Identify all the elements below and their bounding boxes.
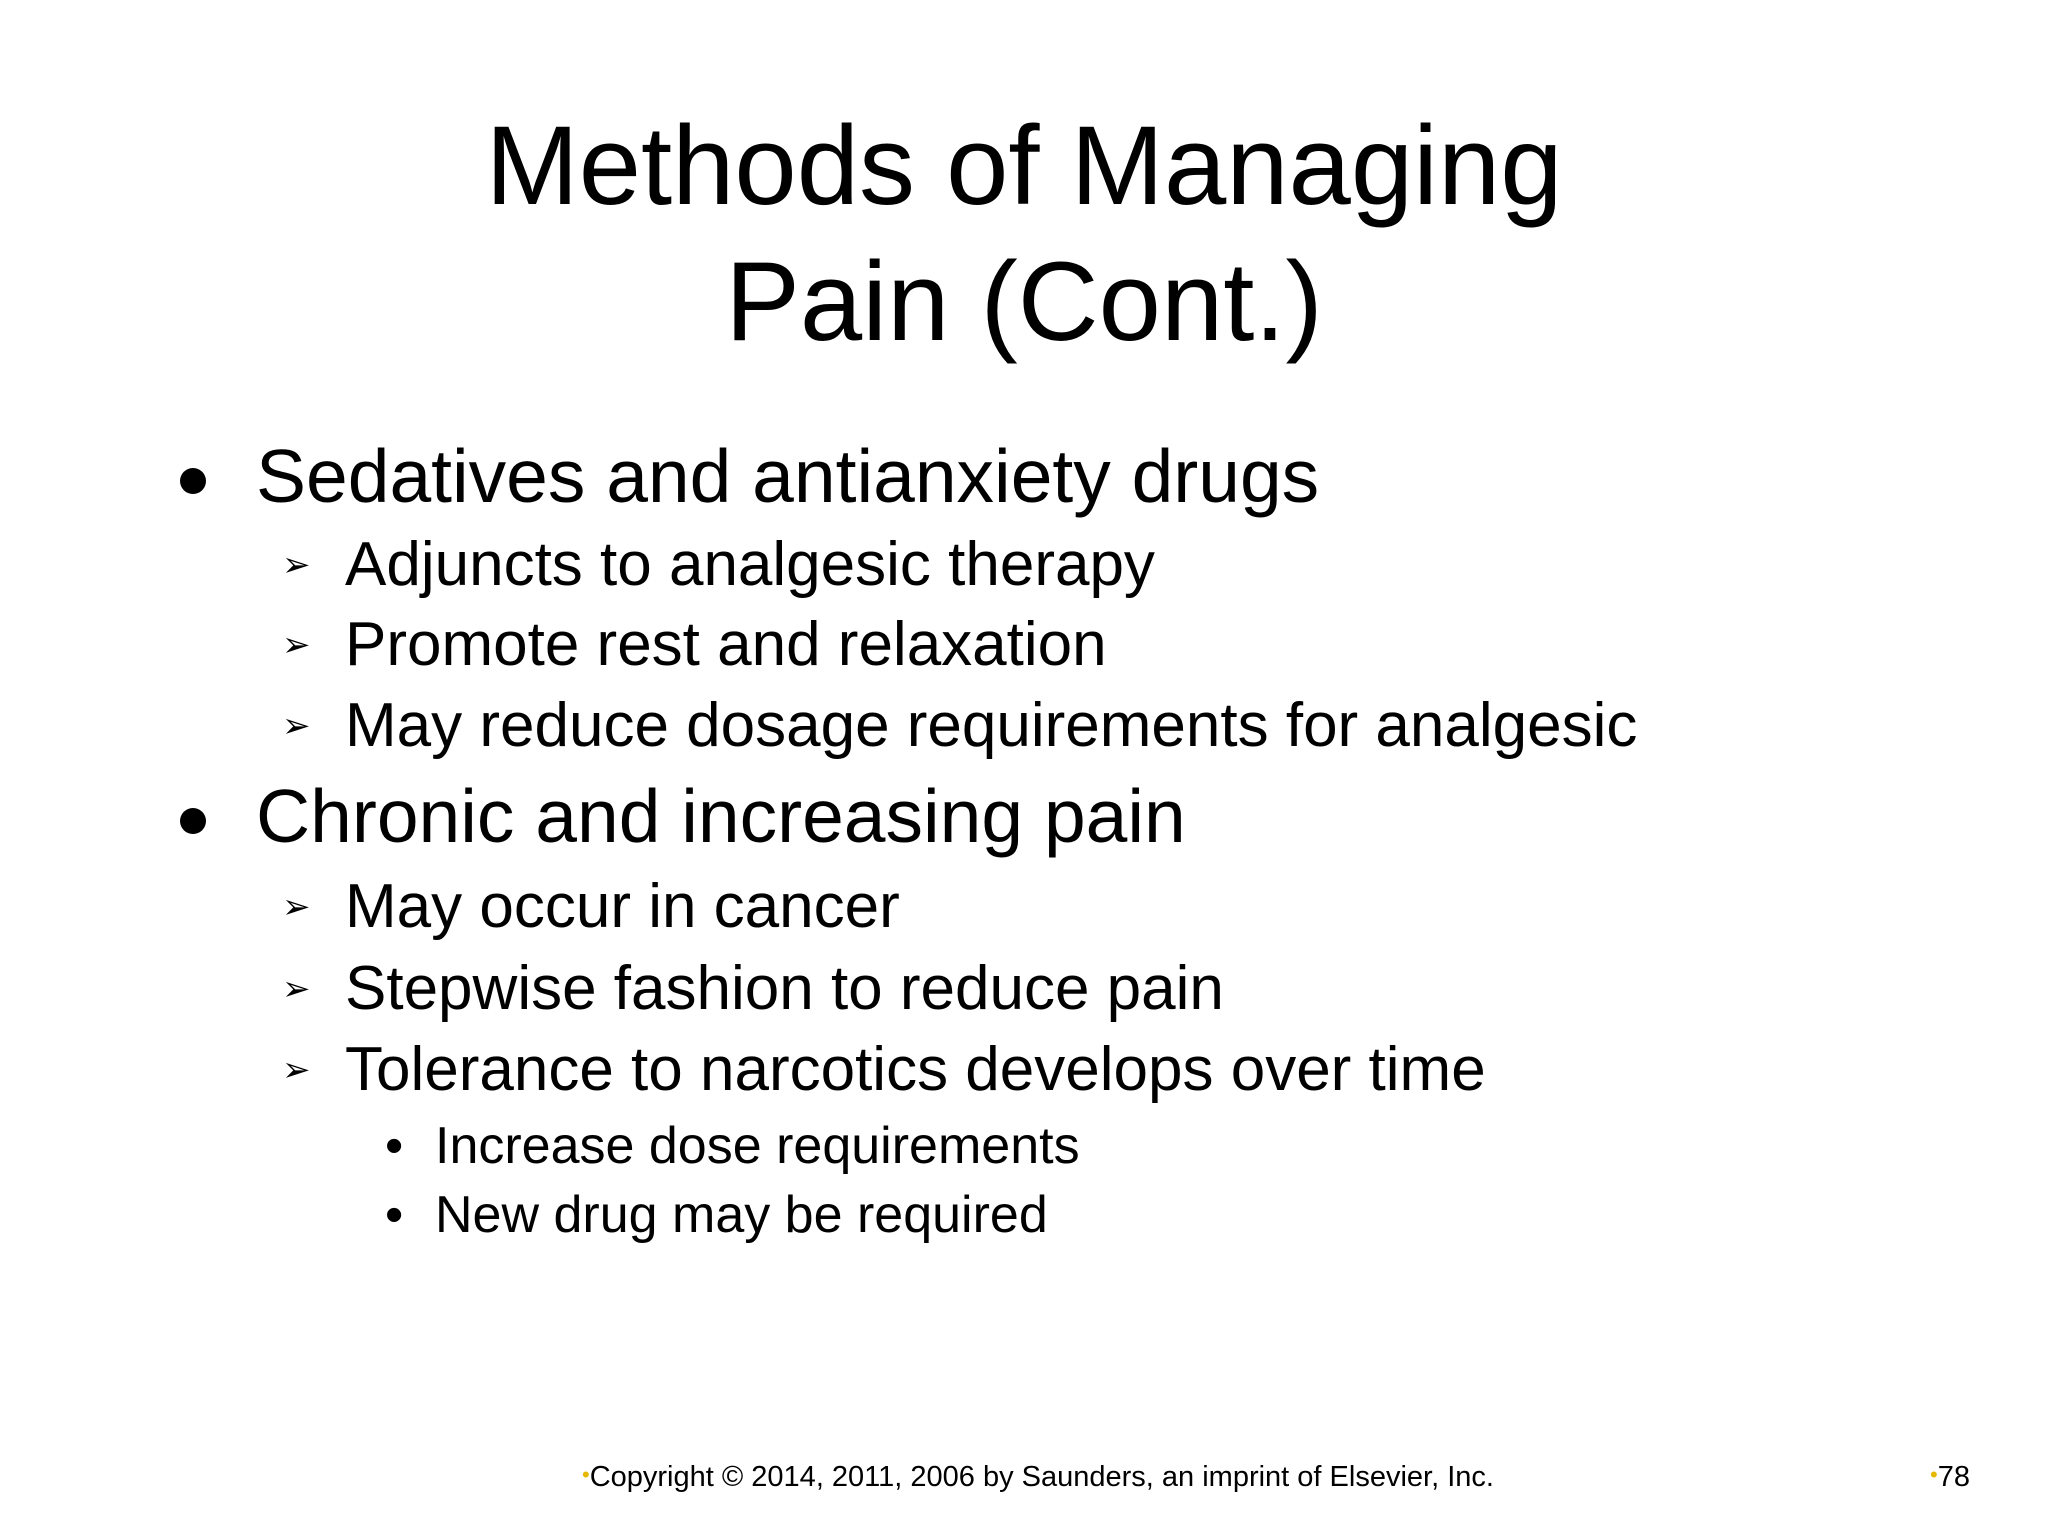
copyright-footer bbox=[582, 1458, 1494, 1494]
arrowhead-bullet-icon: ➢ bbox=[282, 969, 311, 1009]
sub-bullet-text: Promote rest and relaxation bbox=[345, 610, 1107, 679]
sub-bullet-text: Adjuncts to analgesic therapy bbox=[345, 530, 1155, 599]
bullet-dot-icon bbox=[180, 808, 206, 834]
sub-sub-bullet-text: New drug may be required bbox=[435, 1186, 1048, 1244]
arrowhead-bullet-icon: ➢ bbox=[282, 706, 311, 746]
arrowhead-bullet-icon: ➢ bbox=[282, 545, 311, 585]
arrowhead-bullet-icon: ➢ bbox=[282, 887, 311, 927]
sub-bullet-text: May reduce dosage requirements for analgesic bbox=[345, 691, 1638, 760]
copyright-text: Copyright © 2014, 2011, 2006 by Saunders, an imprint of Elsevier, Inc. bbox=[589, 1461, 1494, 1493]
sub-bullet-text: Tolerance to narcotics develops over time bbox=[345, 1035, 1486, 1104]
sub-bullet-text: May occur in cancer bbox=[345, 872, 900, 941]
footer-dot-icon: • bbox=[582, 1462, 590, 1487]
slide-title-line-1: Methods of Managing bbox=[485, 103, 1563, 228]
page-number bbox=[1930, 1458, 1970, 1494]
sub-bullet-text: Stepwise fashion to reduce pain bbox=[345, 954, 1224, 1023]
bullet-dot-icon: • bbox=[385, 1117, 404, 1175]
bullet-dot-icon: • bbox=[385, 1186, 404, 1244]
arrowhead-bullet-icon: ➢ bbox=[282, 625, 311, 665]
bullet-dot-icon bbox=[180, 468, 206, 494]
footer-dot-icon: • bbox=[1930, 1462, 1938, 1487]
sub-sub-bullet-text: Increase dose requirements bbox=[435, 1117, 1080, 1175]
arrowhead-bullet-icon: ➢ bbox=[282, 1050, 311, 1090]
page-number-text: 78 bbox=[1937, 1461, 1970, 1493]
bullet-text: Sedatives and antianxiety drugs bbox=[256, 434, 1320, 518]
slide-title-line-2: Pain (Cont.) bbox=[725, 239, 1323, 364]
slide-title bbox=[0, 98, 2048, 370]
bullet-text: Chronic and increasing pain bbox=[256, 774, 1186, 858]
